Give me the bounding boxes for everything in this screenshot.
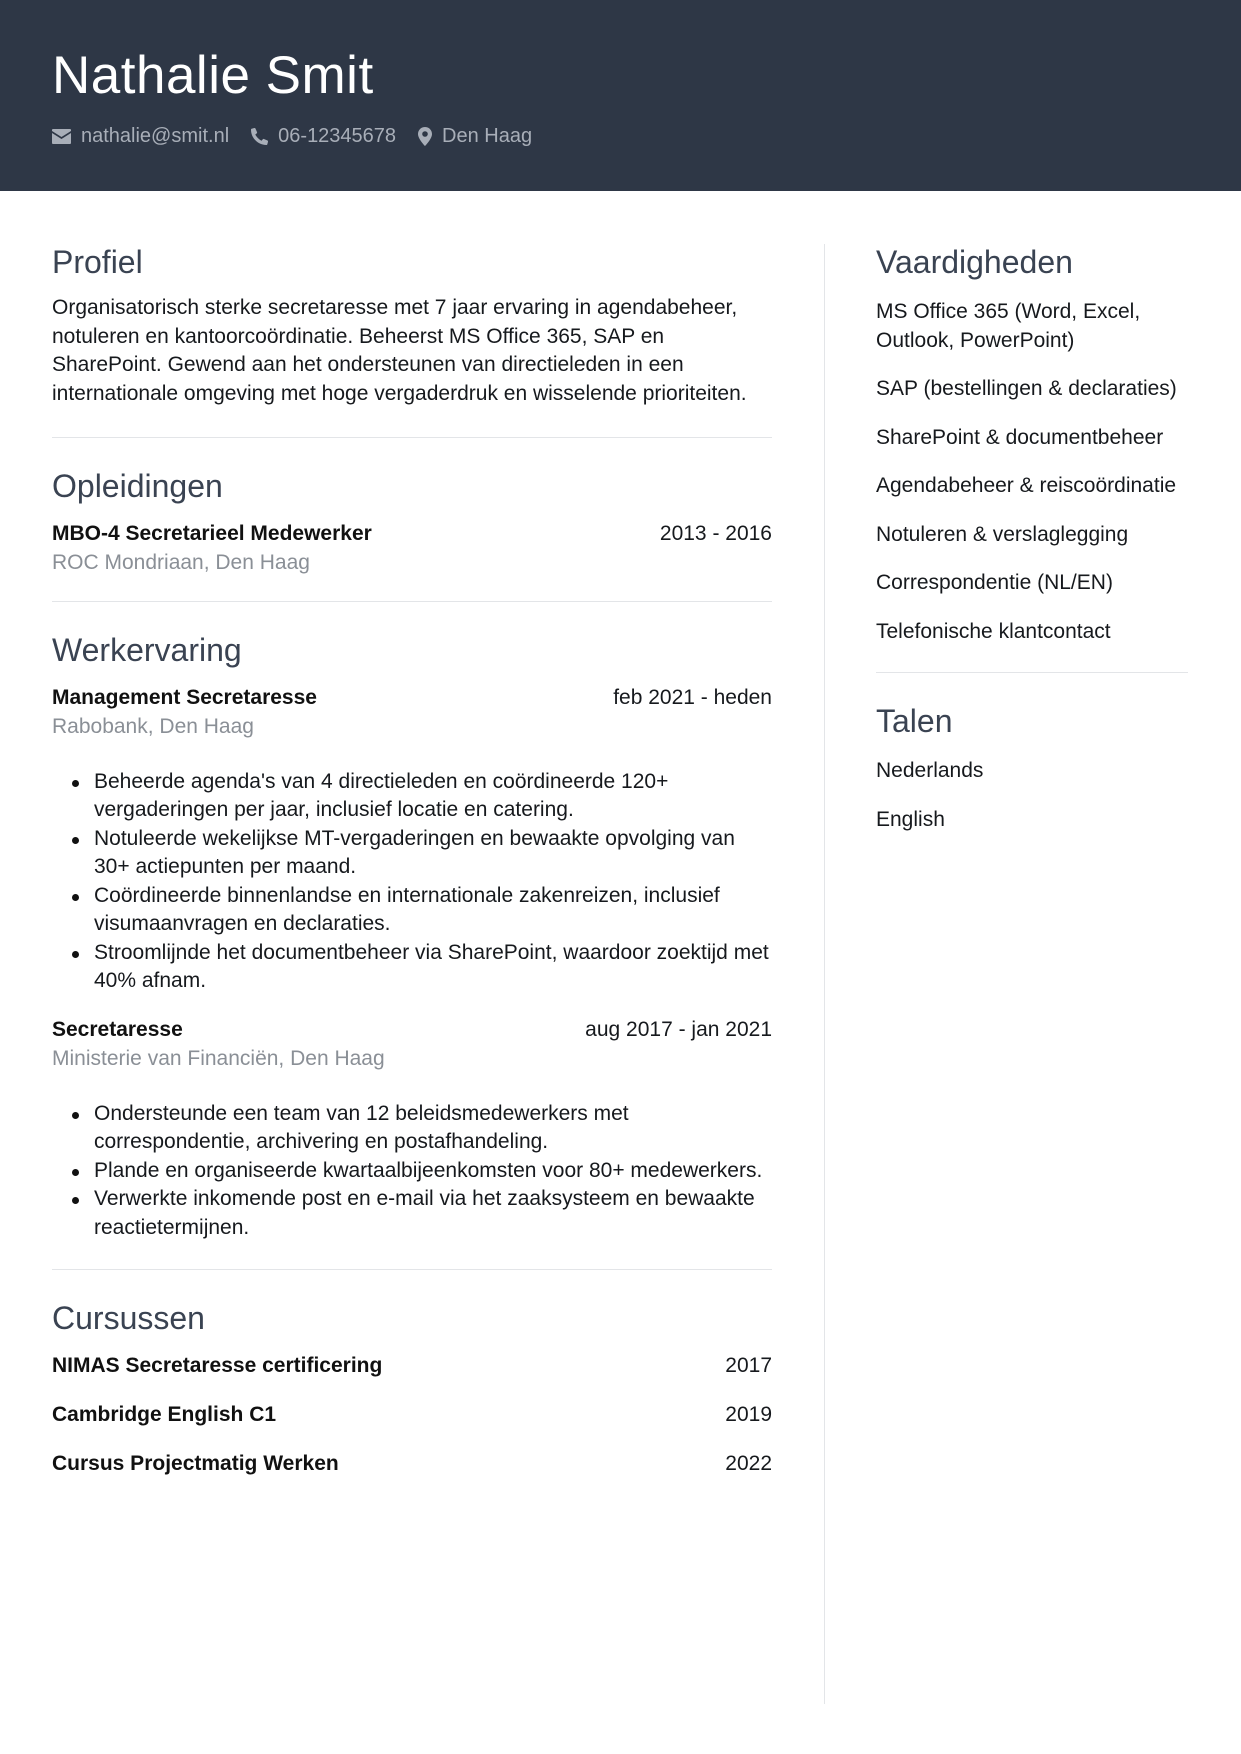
map-pin-icon [418, 127, 432, 146]
education-title: MBO-4 Secretarieel Medewerker [52, 521, 372, 545]
job-bullet: Plande en organiseerde kwartaalbijeenkomsten voor 80+ medewerkers. [94, 1157, 772, 1186]
job-bullet: Notuleerde wekelijkse MT-vergaderingen en bewaakte opvolging van 30+ actiepunten per maand. [94, 825, 772, 882]
course-item [52, 1352, 772, 1380]
job-bullets [52, 768, 772, 996]
course-item [52, 1450, 772, 1478]
skill-item: Telefonische klantcontact [876, 619, 1111, 643]
skill-item: Notuleren & verslaglegging [876, 522, 1129, 546]
education-institution: ROC Mondriaan, Den Haag [52, 550, 310, 574]
email-text: nathalie@smit.nl [81, 124, 230, 147]
section-divider [52, 601, 772, 602]
skills-section [876, 240, 1188, 646]
skill-item: SAP (bestellingen & declaraties) [876, 377, 1177, 400]
contact-email[interactable] [52, 125, 229, 148]
courses-section [52, 1296, 772, 1478]
experience-section [52, 628, 772, 1243]
skill-item: Agendabeheer & reiscoördinatie [876, 474, 1177, 497]
course-title: Cambridge English C1 [52, 1403, 277, 1427]
job-bullet: Stroomlijnde het documentbeheer via SharePoint, waardoor zoektijd met 40% afnam. [94, 939, 772, 996]
sidebar-column [876, 240, 1188, 834]
job-title: Management Secretaresse [52, 685, 317, 709]
job-item [52, 684, 772, 996]
profile-section [52, 240, 772, 409]
education-section [52, 464, 772, 577]
job-bullet: Verwerkte inkomende post en e-mail via het zaaksysteem en bewaakte reactietermijnen. [94, 1185, 772, 1242]
job-item [52, 1016, 772, 1243]
job-date: feb 2021 - heden [613, 685, 772, 709]
skills-heading: Vaardigheden [876, 244, 1073, 280]
skill-item: Correspondentie (NL/EN) [876, 571, 1113, 594]
section-divider [876, 672, 1188, 673]
education-item [52, 520, 772, 577]
phone-text: 06-12345678 [278, 124, 397, 147]
skill-item: MS Office 365 (Word, Excel, Outlook, PowerPoint) [876, 300, 1141, 352]
education-date: 2013 - 2016 [659, 521, 772, 545]
job-date: aug 2017 - jan 2021 [585, 1017, 772, 1041]
job-title: Secretaresse [52, 1017, 183, 1041]
candidate-name: Nathalie Smit [52, 46, 374, 105]
job-bullet: Ondersteunde een team van 12 beleidsmedewerkers met correspondentie, archivering en postafhandeling. [94, 1100, 772, 1157]
job-company: Ministerie van Financiën, Den Haag [52, 1046, 385, 1070]
language-item: English [876, 807, 945, 831]
contact-phone[interactable] [251, 125, 396, 148]
course-year: 2017 [725, 1354, 772, 1378]
job-bullet: Beheerde agenda's van 4 directieleden en coördineerde 120+ vergaderingen per jaar, inclusief locatie en catering. [94, 768, 772, 825]
experience-heading: Werkervaring [52, 631, 242, 668]
profile-text: Organisatorisch sterke secretaresse met 7 jaar ervaring in agendabeheer, notuleren en kantoorcoördinatie. Beheerst MS Office 365, SAP en SharePoint. Gewend aan het ondersteunen van directieleden in een internationale omgeving met hoge vergaderdruk en wisselende prioriteiten. [52, 296, 747, 406]
location-text: Den Haag [442, 124, 533, 147]
course-title: NIMAS Secretaresse certificering [52, 1354, 383, 1378]
section-divider [52, 1269, 772, 1270]
course-title: Cursus Projectmatig Werken [52, 1452, 339, 1476]
job-company: Rabobank, Den Haag [52, 714, 254, 738]
job-bullet: Coördineerde binnenlandse en internationale zakenreizen, inclusief visumaanvragen en declaraties. [94, 882, 772, 939]
course-year: 2022 [725, 1452, 772, 1476]
courses-heading: Cursussen [52, 1300, 205, 1337]
job-bullets [52, 1100, 772, 1243]
resume-header [0, 0, 1241, 191]
phone-icon [251, 128, 268, 145]
language-item: Nederlands [876, 759, 984, 782]
contact-location [418, 125, 532, 148]
contact-bar [52, 122, 554, 150]
section-divider [52, 437, 772, 438]
course-year: 2019 [725, 1403, 772, 1427]
languages-section [876, 699, 1188, 834]
education-heading: Opleidingen [52, 467, 223, 504]
languages-heading: Talen [876, 703, 953, 739]
column-divider [824, 244, 825, 1704]
skill-item: SharePoint & documentbeheer [876, 425, 1164, 449]
course-item [52, 1401, 772, 1429]
main-column [52, 240, 772, 1478]
profile-heading: Profiel [52, 244, 143, 280]
envelope-icon [52, 129, 71, 144]
